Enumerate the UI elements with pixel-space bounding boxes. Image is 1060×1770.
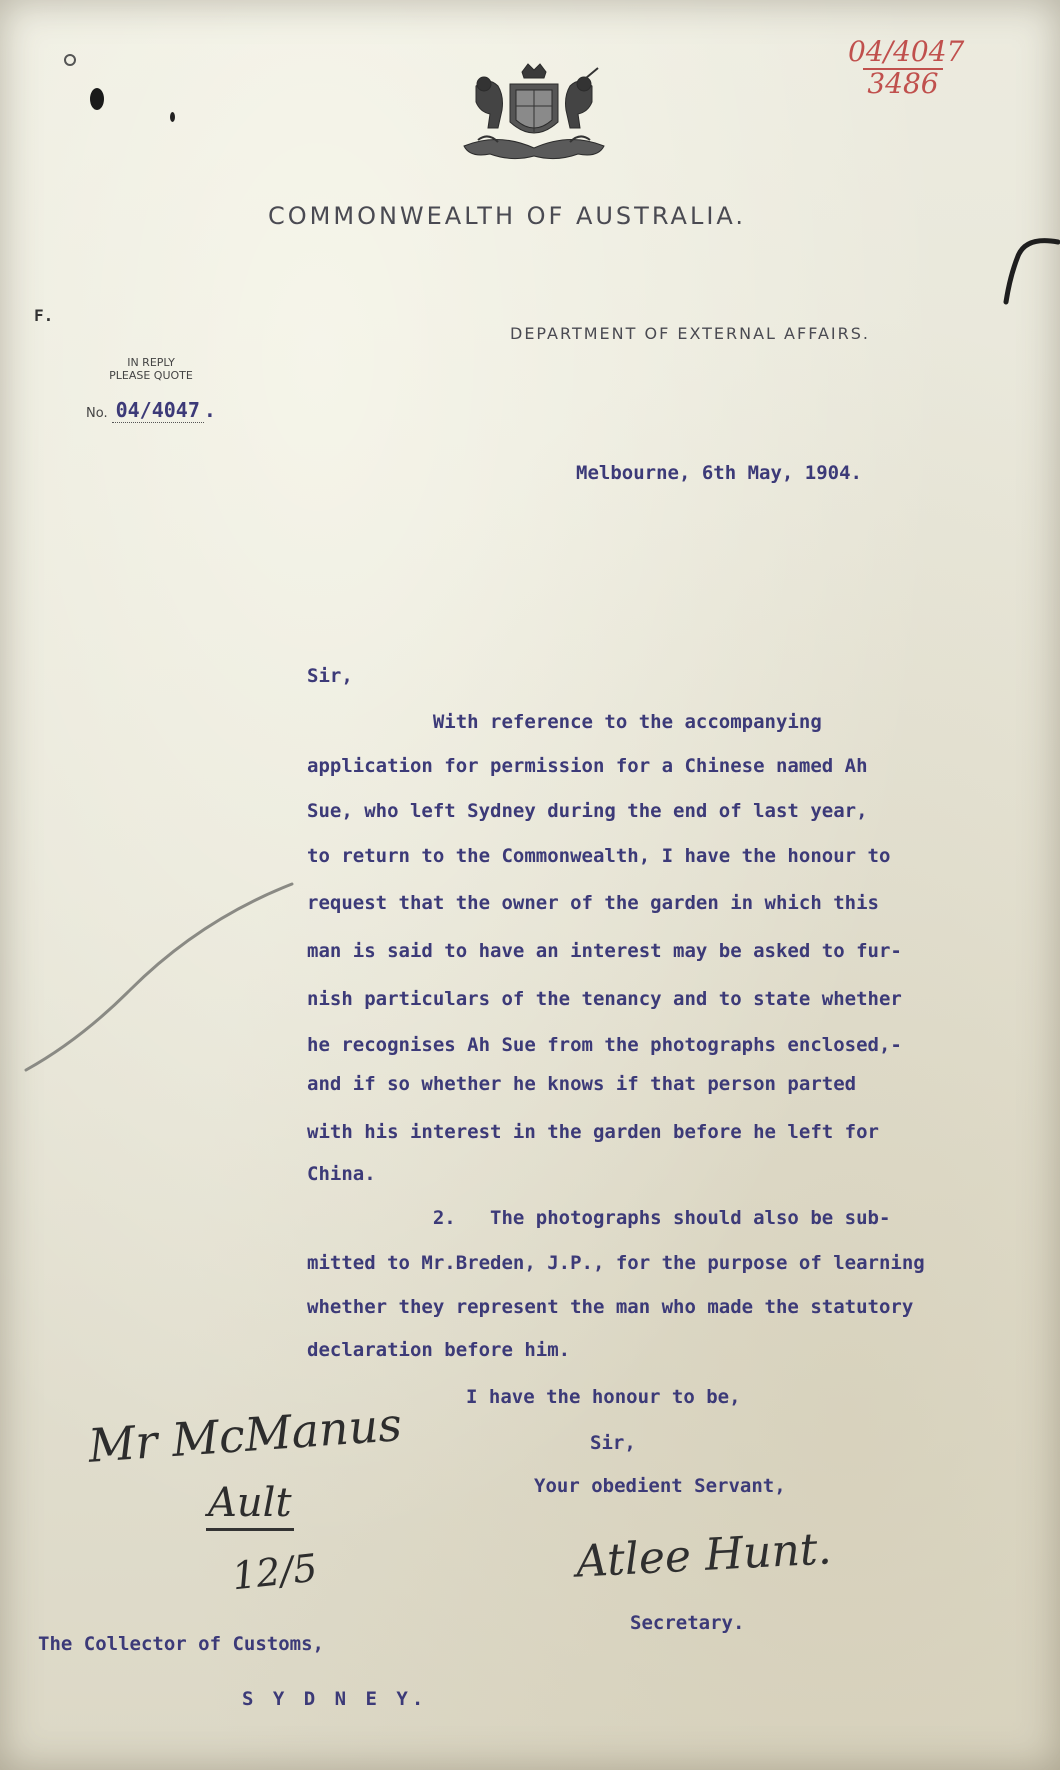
ink-blot bbox=[90, 88, 104, 110]
salutation: Sir, bbox=[307, 665, 353, 687]
date-line: Melbourne, 6th May, 1904. bbox=[576, 462, 862, 484]
annotation-date: 12/5 bbox=[229, 1545, 320, 1599]
body-line: nish particulars of the tenancy and to state whether bbox=[307, 988, 902, 1010]
reply-number-suffix: . bbox=[203, 398, 216, 422]
body-line: Sue, who left Sydney during the end of last year, bbox=[307, 800, 868, 822]
signatory-title: Secretary. bbox=[630, 1612, 745, 1634]
body-line: and if so whether he knows if that person parted bbox=[307, 1073, 857, 1095]
closing-line-3: Your obedient Servant, bbox=[534, 1475, 786, 1497]
pencil-mark bbox=[20, 880, 295, 1075]
body-line: China. bbox=[307, 1163, 376, 1185]
annotation-name: Mr McManus bbox=[86, 1397, 404, 1473]
reply-number: 04/4047 bbox=[112, 398, 204, 423]
addressee-line-2: S Y D N E Y. bbox=[242, 1688, 428, 1710]
reply-no-label: No. bbox=[86, 406, 108, 421]
reply-quote-block bbox=[86, 356, 216, 382]
closing-line-1: I have the honour to be, bbox=[466, 1386, 741, 1408]
annotation-initials: Ault bbox=[206, 1480, 294, 1531]
closing-line-2: Sir, bbox=[590, 1432, 636, 1454]
reply-line-1: IN REPLY bbox=[127, 356, 175, 369]
body-line: request that the owner of the garden in which this bbox=[307, 892, 879, 914]
letter-code: F. bbox=[34, 306, 54, 325]
ink-blot bbox=[64, 54, 76, 66]
body-line: whether they represent the man who made the statutory bbox=[307, 1296, 914, 1318]
ink-blot bbox=[170, 112, 175, 122]
paper-mark bbox=[996, 236, 1060, 316]
reply-number-row bbox=[86, 398, 216, 422]
handwritten-file-number-top: 04/4047 bbox=[848, 35, 965, 68]
handwritten-file-number-bottom: 3486 bbox=[867, 67, 939, 100]
letterhead-title: COMMONWEALTH OF AUSTRALIA. bbox=[268, 202, 747, 230]
addressee-line-1: The Collector of Customs, bbox=[38, 1633, 324, 1655]
reply-line-2: PLEASE QUOTE bbox=[109, 369, 193, 382]
body-line: application for permission for a Chinese named Ah bbox=[307, 755, 868, 777]
body-line: 2. The photographs should also be sub- bbox=[307, 1207, 891, 1229]
body-line: he recognises Ah Sue from the photographs enclosed,- bbox=[307, 1034, 902, 1056]
body-line: with his interest in the garden before he left for bbox=[307, 1121, 879, 1143]
coat-of-arms-icon bbox=[458, 62, 610, 170]
signature: Atlee Hunt. bbox=[574, 1523, 833, 1588]
department-name: DEPARTMENT OF EXTERNAL AFFAIRS. bbox=[510, 324, 870, 343]
body-line: to return to the Commonwealth, I have the honour to bbox=[307, 845, 891, 867]
handwritten-file-number bbox=[848, 35, 965, 100]
body-line: With reference to the accompanying bbox=[307, 711, 822, 733]
body-line: mitted to Mr.Breden, J.P., for the purpose of learning bbox=[307, 1252, 925, 1274]
body-line: declaration before him. bbox=[307, 1339, 571, 1361]
body-line: man is said to have an interest may be asked to fur- bbox=[307, 940, 902, 962]
